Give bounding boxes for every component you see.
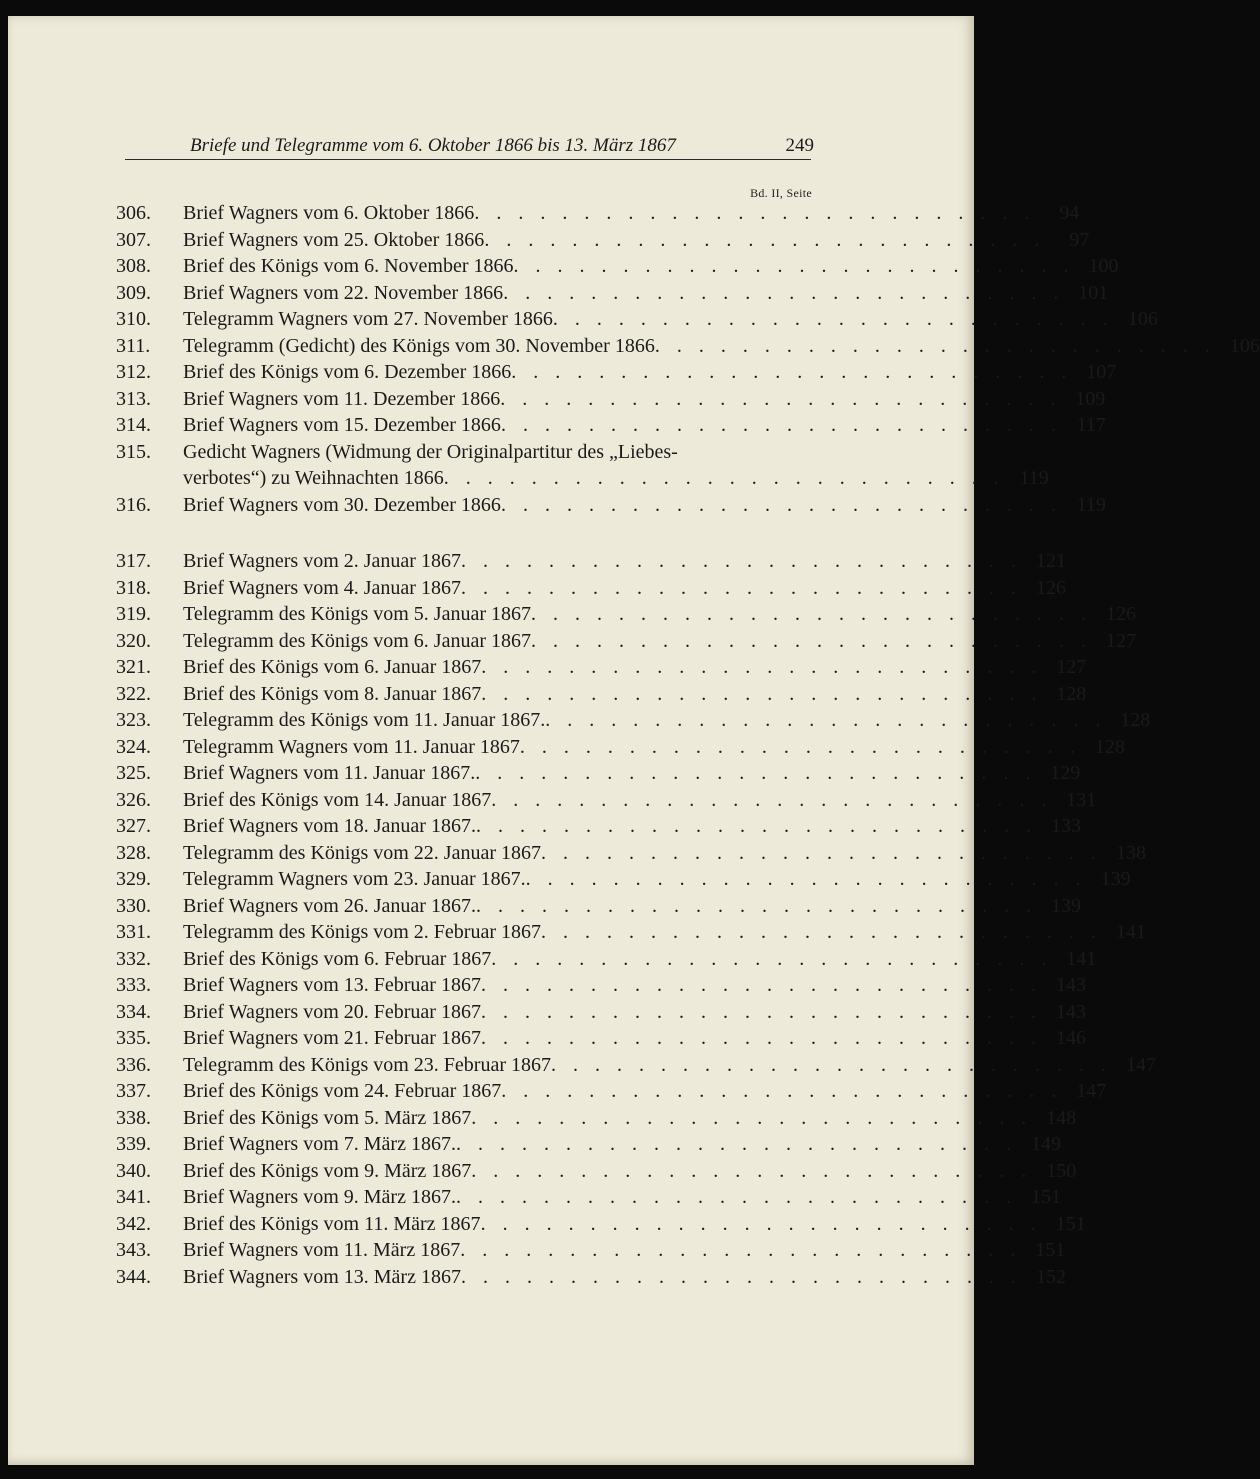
- toc-entry-number: 308.: [116, 255, 151, 277]
- dot-leader: . . . . . . . . . . . . . . . . . . . . . . . . . .: [471, 1159, 1033, 1182]
- toc-entry-label: Brief Wagners vom 11. März 1867: [183, 1239, 461, 1261]
- toc-entry-label: Brief des Königs vom 24. Februar 1867: [183, 1080, 502, 1102]
- dot-leader: . . . . . . . . . . . . . . . . . . . . . . . . . .: [480, 1027, 1042, 1049]
- toc-entry-page: 119: [1019, 467, 1049, 489]
- toc-entry: [116, 787, 1097, 813]
- toc-entry-number: 313.: [116, 387, 151, 410]
- running-header-title: Briefe und Telegramme vom 6. Oktober 1866 bis 13. März 1867: [190, 135, 676, 156]
- toc-entry: [116, 1211, 1086, 1237]
- toc-entry-page: 141: [1066, 947, 1097, 970]
- toc-entry-number: 330.: [116, 894, 151, 917]
- dot-leader: . . . . . . . . . . . . . . . . . . . . . . . . . .: [552, 308, 1114, 330]
- toc-entry-page: 128: [1120, 709, 1151, 731]
- toc-entry-label: Brief des Königs vom 6. Januar 1867: [183, 656, 482, 678]
- toc-entry-label: Brief des Königs vom 5. März 1867: [183, 1106, 472, 1129]
- toc-entry-number: 322.: [116, 682, 151, 705]
- toc-entry: [116, 760, 1081, 786]
- toc-entry-page: 149: [1030, 1133, 1061, 1155]
- column-heading: Bd. II, Seite: [750, 186, 812, 200]
- toc-entry-label: Telegramm des Königs vom 6. Januar 1867: [183, 629, 531, 652]
- toc-entry: [116, 1158, 1077, 1184]
- toc-entry: [116, 681, 1087, 707]
- toc-entry-page: 101: [1078, 281, 1109, 304]
- dot-leader: . . . . . . . . . . . . . . . . . . . . . . . . . .: [480, 1212, 1042, 1235]
- dot-leader: . . . . . . . . . . . . . . . . . . . . . . . . . .: [503, 281, 1065, 304]
- dot-leader: . . . . . . . . . . . . . . . . . . . . . . . . . .: [480, 1000, 1042, 1023]
- toc-entry-number: 310.: [116, 308, 151, 330]
- toc-entry-number: 315.: [116, 440, 151, 463]
- dot-leader: . . . . . . . . . . . . . . . . . . . . . . . . . .: [480, 974, 1042, 996]
- toc-entry-number: 332.: [116, 947, 151, 970]
- toc-entry-page: 127: [1056, 656, 1087, 678]
- dot-leader: . . . . . . . . . . . . . . . . . . . . . . . . . .: [519, 735, 1081, 758]
- toc-entry-page: 141: [1115, 921, 1146, 943]
- toc-entry-label: Brief des Königs vom 9. März 1867: [183, 1159, 472, 1182]
- dot-leader: . . . . . . . . . . . . . . . . . . . . . . . . . .: [460, 1265, 1022, 1288]
- toc-entry: [116, 465, 1049, 491]
- toc-entry: [116, 601, 1136, 627]
- toc-entry: [116, 1184, 1061, 1210]
- dot-leader: . . . . . . . . . . . . . . . . . . . . . . . . . .: [540, 921, 1102, 943]
- toc-entry-label: Brief Wagners vom 15. Dezember 1866: [183, 414, 501, 436]
- dot-leader: . . . . . . . . . . . . . . . . . . . . . . . . . .: [475, 894, 1037, 917]
- toc-entry-number: 320.: [116, 629, 151, 652]
- toc-entry-number: 316.: [116, 493, 151, 516]
- toc-entry-number: 312.: [116, 361, 151, 383]
- toc-entry: [116, 999, 1086, 1025]
- toc-entry-number: 342.: [116, 1212, 151, 1235]
- dot-leader: . . . . . . . . . . . . . . . . . . . . . . . . . .: [471, 1106, 1033, 1129]
- toc-entry-page: 129: [1050, 762, 1081, 784]
- dot-leader: . . . . . . . . . . . . . . . . . . . . . . . . . .: [500, 387, 1062, 410]
- toc-entry: [116, 575, 1066, 601]
- toc-entry-page: 146: [1055, 1027, 1086, 1049]
- toc-entry-label: Brief Wagners vom 21. Februar 1867: [183, 1027, 481, 1049]
- toc-entry: [116, 1105, 1077, 1131]
- toc-entry: [116, 946, 1097, 972]
- dot-leader: . . . . . . . . . . . . . . . . . . . . . . . . . .: [455, 1133, 1017, 1155]
- toc-entry-label: Telegramm des Königs vom 2. Februar 1867: [183, 921, 541, 943]
- toc-entry-label: Brief des Königs vom 6. November 1866: [183, 255, 514, 277]
- toc-entry-number: 329.: [116, 868, 151, 890]
- toc-entry: [116, 492, 1106, 518]
- header-rule: [125, 159, 811, 160]
- toc-entry-number: 321.: [116, 656, 151, 678]
- toc-entry-number: 340.: [116, 1159, 151, 1182]
- toc-entry-label: Brief Wagners vom 2. Januar 1867: [183, 550, 461, 572]
- toc-entry-page: 133: [1050, 815, 1081, 837]
- toc-entry-page: 106: [1127, 308, 1158, 330]
- toc-entry: [116, 333, 1260, 359]
- toc-entry-label: Brief des Königs vom 8. Januar 1867: [183, 682, 482, 705]
- dot-leader: . . . . . . . . . . . . . . . . . . . . . . . . . .: [654, 334, 1216, 357]
- toc-entry-page: 128: [1056, 682, 1087, 705]
- toc-entry-page: 139: [1050, 894, 1081, 917]
- running-header: [125, 132, 814, 162]
- toc-entry: [116, 813, 1081, 839]
- toc-entry-page: 151: [1055, 1212, 1086, 1235]
- dot-leader: . . . . . . . . . . . . . . . . . . . . . . . . . .: [501, 1080, 1063, 1102]
- toc-entry-label: Brief Wagners vom 9. März 1867.: [183, 1186, 456, 1208]
- dot-leader: . . . . . . . . . . . . . . . . . . . . . . . . . .: [460, 550, 1022, 572]
- dot-leader: . . . . . . . . . . . . . . . . . . . . . . . . . .: [545, 709, 1107, 731]
- toc-entry-page: 151: [1030, 1186, 1061, 1208]
- toc-entry-label: Brief Wagners vom 13. Februar 1867: [183, 974, 481, 996]
- toc-entry-number: 331.: [116, 921, 151, 943]
- toc-entry-number: 317.: [116, 550, 151, 572]
- toc-entry: [116, 253, 1119, 279]
- toc-entry: [116, 412, 1106, 438]
- dot-leader: . . . . . . . . . . . . . . . . . . . . . . . . . .: [500, 414, 1062, 436]
- toc-entry-number: 318.: [116, 576, 151, 599]
- toc-entry: [116, 359, 1117, 385]
- toc-entry-label: Telegramm Wagners vom 23. Januar 1867.: [183, 868, 526, 890]
- page-number: 249: [785, 135, 814, 156]
- toc-entry: [116, 972, 1086, 998]
- toc-entry-page: 119: [1076, 493, 1106, 516]
- toc-entry-number: 335.: [116, 1027, 151, 1049]
- toc-entry: [116, 306, 1158, 332]
- dot-leader: . . . . . . . . . . . . . . . . . . . . . . . . . .: [500, 493, 1062, 516]
- book-page: [8, 16, 1260, 1465]
- toc-entry-number: 343.: [116, 1239, 151, 1261]
- toc-entry-page: 94: [1059, 202, 1080, 224]
- toc-entry-label: verbotes“) zu Weihnachten 1866: [183, 467, 444, 489]
- toc-entry: [116, 1264, 1066, 1290]
- toc-entry-number: 327.: [116, 815, 151, 837]
- toc-entry-label: Brief Wagners vom 13. März 1867: [183, 1265, 461, 1288]
- toc-entry-page: 106: [1229, 334, 1260, 357]
- toc-entry-label: Brief Wagners vom 11. Dezember 1866: [183, 387, 501, 410]
- toc-entry-label: Brief Wagners vom 7. März 1867.: [183, 1133, 456, 1155]
- toc-entry-label: Telegramm Wagners vom 27. November 1866: [183, 308, 553, 330]
- toc-entry-label: Telegramm des Königs vom 11. Januar 1867.: [183, 709, 546, 731]
- dot-leader: . . . . . . . . . . . . . . . . . . . . . . . . . .: [530, 629, 1092, 652]
- toc-entry-label: Brief Wagners vom 22. November 1866: [183, 281, 504, 304]
- toc-entry-number: 336.: [116, 1053, 151, 1076]
- toc-entry: [116, 200, 1080, 226]
- toc-entry-number: 344.: [116, 1265, 151, 1288]
- toc-entry: [116, 893, 1081, 919]
- dot-leader: . . . . . . . . . . . . . . . . . . . . . . . . . .: [540, 841, 1102, 864]
- toc-entry-label: Brief des Königs vom 14. Januar 1867: [183, 788, 492, 811]
- dot-leader: . . . . . . . . . . . . . . . . . . . . . . . . . .: [455, 1186, 1017, 1208]
- toc-entry: [116, 227, 1090, 253]
- toc-entry-label: Brief Wagners vom 26. Januar 1867.: [183, 894, 476, 917]
- toc-entry: [116, 919, 1146, 945]
- toc-entry: [116, 734, 1125, 760]
- toc-entry-number: 311.: [116, 334, 151, 357]
- toc-entry-page: 126: [1035, 576, 1066, 599]
- toc-entry-label: Brief Wagners vom 25. Oktober 1866: [183, 228, 485, 251]
- toc-entry: [116, 1237, 1066, 1263]
- toc-entry-page: 152: [1035, 1265, 1066, 1288]
- toc-entry-label: Telegramm des Königs vom 23. Februar 1867: [183, 1053, 551, 1076]
- dot-leader: . . . . . . . . . . . . . . . . . . . . . . . . . .: [460, 576, 1022, 599]
- toc-entry-label: Gedicht Wagners (Widmung der Originalpartitur des „Liebes-: [183, 440, 678, 463]
- toc-entry-label: Brief Wagners vom 11. Januar 1867.: [183, 762, 476, 784]
- toc-entry-label: Brief des Königs vom 6. Februar 1867: [183, 947, 492, 970]
- toc-entry-page: 139: [1100, 868, 1131, 890]
- toc-entry-label: Telegramm Wagners vom 11. Januar 1867: [183, 735, 520, 758]
- toc-entry: [116, 1025, 1086, 1051]
- toc-entry-number: 307.: [116, 228, 151, 251]
- dot-leader: . . . . . . . . . . . . . . . . . . . . . . . . . .: [443, 467, 1005, 489]
- dot-leader: . . . . . . . . . . . . . . . . . . . . . . . . . .: [491, 788, 1053, 811]
- toc-entry-number: 324.: [116, 735, 151, 758]
- dot-leader: . . . . . . . . . . . . . . . . . . . . . . . . . .: [491, 947, 1053, 970]
- dot-leader: . . . . . . . . . . . . . . . . . . . . . . . . . .: [475, 762, 1037, 784]
- toc-entry-number: 306.: [116, 202, 151, 224]
- toc-entry: [116, 628, 1136, 654]
- toc-entry: [116, 548, 1066, 574]
- toc-entry-label: Brief Wagners vom 4. Januar 1867: [183, 576, 461, 599]
- dot-leader: . . . . . . . . . . . . . . . . . . . . . . . . . .: [550, 1053, 1112, 1076]
- toc-entry-number: 334.: [116, 1000, 151, 1023]
- toc-entry-page: 128: [1094, 735, 1125, 758]
- toc-entry: [116, 386, 1106, 412]
- toc-entry: [116, 280, 1109, 306]
- dot-leader: . . . . . . . . . . . . . . . . . . . . . . . . . .: [484, 228, 1046, 251]
- toc-entry-page: 150: [1046, 1159, 1077, 1182]
- toc-entry-label: Brief Wagners vom 6. Oktober 1866: [183, 202, 475, 224]
- toc-entry-label: Brief Wagners vom 20. Februar 1867: [183, 1000, 481, 1023]
- toc-entry: [116, 654, 1087, 680]
- toc-entry: [116, 707, 1151, 733]
- toc-entry-label: Brief Wagners vom 30. Dezember 1866: [183, 493, 501, 516]
- toc-entry-number: 341.: [116, 1186, 151, 1208]
- toc-entry: [116, 1131, 1061, 1157]
- toc-entry-label: Brief des Königs vom 6. Dezember 1866: [183, 361, 512, 383]
- toc-entry-page: 138: [1115, 841, 1146, 864]
- toc-entry-page: 97: [1069, 228, 1090, 251]
- dot-leader: . . . . . . . . . . . . . . . . . . . . . . . . . .: [460, 1239, 1022, 1261]
- toc-entry-page: 147: [1076, 1080, 1107, 1102]
- dot-leader: . . . . . . . . . . . . . . . . . . . . . . . . . .: [481, 656, 1043, 678]
- toc-entry-label: Brief Wagners vom 18. Januar 1867.: [183, 815, 476, 837]
- toc-entry-number: 325.: [116, 762, 151, 784]
- toc-entry-number: 339.: [116, 1133, 151, 1155]
- toc-entry-page: 148: [1046, 1106, 1077, 1129]
- toc-entry-number: 314.: [116, 414, 151, 436]
- toc-entry-page: 107: [1086, 361, 1117, 383]
- toc-entry-number: 338.: [116, 1106, 151, 1129]
- toc-entry-page: 131: [1066, 788, 1097, 811]
- toc-entry-page: 151: [1035, 1239, 1066, 1261]
- toc-entry: [116, 866, 1131, 892]
- toc-entry-page: 143: [1055, 1000, 1086, 1023]
- toc-entry-label: Telegramm des Königs vom 5. Januar 1867: [183, 603, 531, 625]
- toc-entry-number: 319.: [116, 603, 151, 625]
- toc-entry-page: 147: [1125, 1053, 1156, 1076]
- toc-entry-page: 117: [1076, 414, 1106, 436]
- toc-entry: [116, 1078, 1107, 1104]
- toc-entry-number: 326.: [116, 788, 151, 811]
- dot-leader: . . . . . . . . . . . . . . . . . . . . . . . . . .: [513, 255, 1075, 277]
- toc-entry-number: 328.: [116, 841, 151, 864]
- toc-entry-page: 109: [1075, 387, 1106, 410]
- toc-entry-label: Telegramm des Königs vom 22. Januar 1867: [183, 841, 541, 864]
- toc-entry-number: 323.: [116, 709, 151, 731]
- toc-entry-page: 121: [1035, 550, 1066, 572]
- dot-leader: . . . . . . . . . . . . . . . . . . . . . . . . . .: [511, 361, 1073, 383]
- toc-entry-number: 333.: [116, 974, 151, 996]
- dot-leader: . . . . . . . . . . . . . . . . . . . . . . . . . .: [474, 202, 1036, 224]
- dot-leader: . . . . . . . . . . . . . . . . . . . . . . . . . .: [525, 868, 1087, 890]
- dot-leader: . . . . . . . . . . . . . . . . . . . . . . . . . .: [475, 815, 1037, 837]
- dot-leader: . . . . . . . . . . . . . . . . . . . . . . . . . .: [530, 603, 1092, 625]
- toc-entry-number: 309.: [116, 281, 151, 304]
- toc-entry-page: 143: [1055, 974, 1086, 996]
- toc-entry-page: 126: [1105, 603, 1136, 625]
- toc-entry: [116, 840, 1146, 866]
- toc-entry-label: Brief des Königs vom 11. März 1867: [183, 1212, 481, 1235]
- toc-entry-number: 337.: [116, 1080, 151, 1102]
- toc-entry: [116, 1052, 1156, 1078]
- toc-entry-page: 100: [1088, 255, 1119, 277]
- toc-entry: [116, 439, 815, 465]
- toc-entry-page: 127: [1105, 629, 1136, 652]
- dot-leader: . . . . . . . . . . . . . . . . . . . . . . . . . .: [481, 682, 1043, 705]
- toc-entry-label: Telegramm (Gedicht) des Königs vom 30. November 1866: [183, 334, 655, 357]
